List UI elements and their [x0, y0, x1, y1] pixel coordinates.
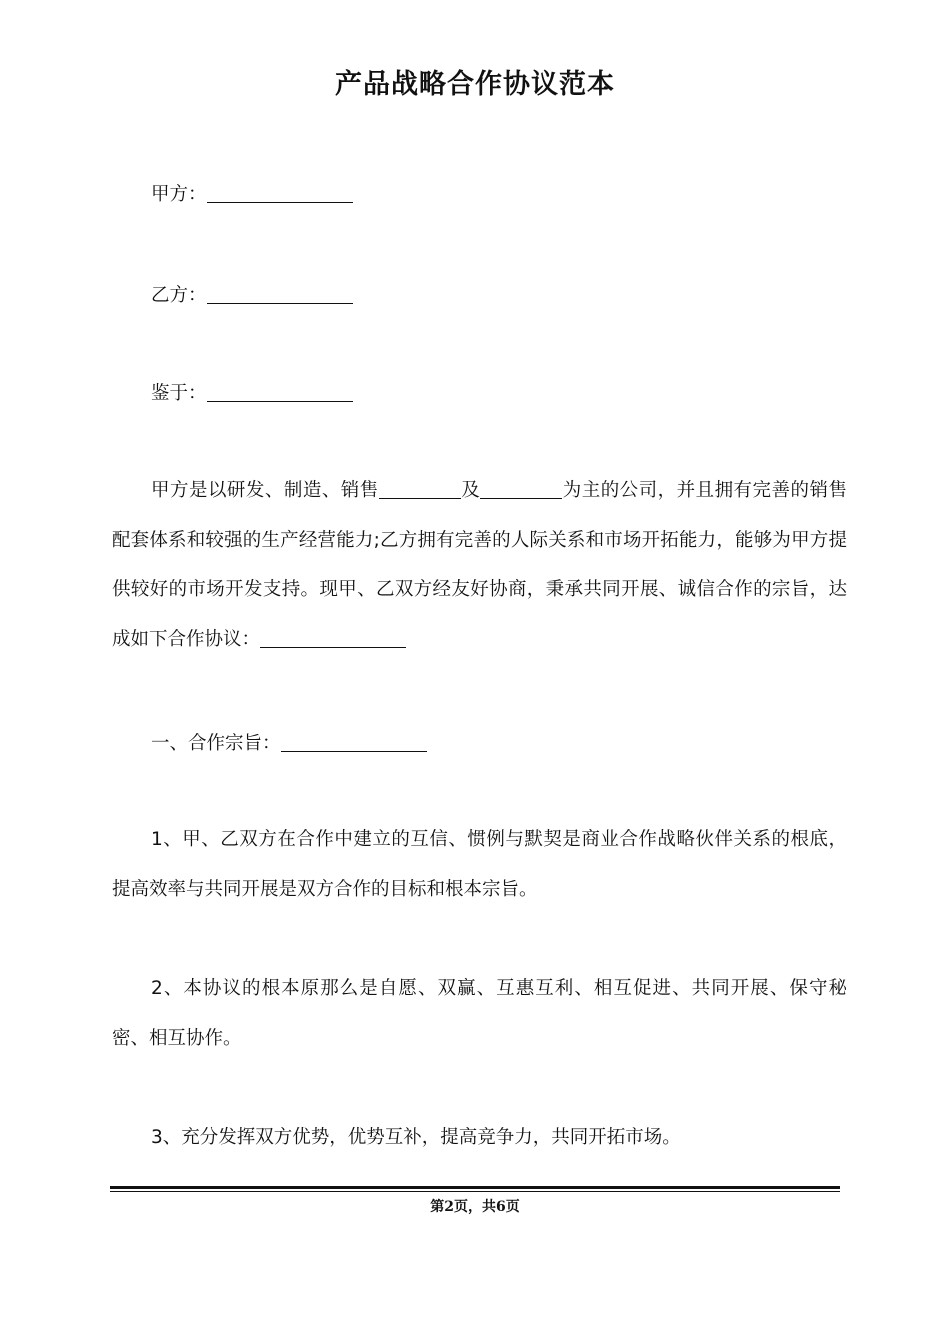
section1-label: 一、合作宗旨：	[151, 733, 281, 754]
party-b-line	[151, 281, 891, 307]
intro-part3: 为主的公司，并且拥有完善的销售配套体系和较强的生产经营能力;乙方拥有完善的人际关系和市场开拓能力，能够为甲方提供较好的市场开发支持。现甲、乙双方经友好协商，秉承共同开展、诚信合作的宗旨，达成如下合作协议：	[112, 480, 847, 650]
footer-rule-thin	[110, 1191, 840, 1192]
whereas-blank	[207, 381, 353, 402]
whereas-line	[151, 379, 891, 405]
footer-rule-thick	[110, 1186, 840, 1189]
item-2: 2、本协议的根本原那么是自愿、双赢、互惠互利、相互促进、共同开展、保守秘密、相互协作。	[112, 978, 847, 1049]
party-b-blank	[207, 283, 353, 304]
intro-part1: 甲方是以研发、制造、销售	[151, 480, 379, 501]
product-blank-1	[379, 478, 461, 499]
whereas-label: 鉴于：	[151, 383, 207, 404]
agreement-blank	[260, 627, 406, 648]
section1-line	[151, 729, 891, 755]
item-3: 3、充分发挥双方优势，优势互补，提高竞争力，共同开拓市场。	[151, 1127, 681, 1148]
party-a-line	[151, 180, 891, 206]
section1-blank	[281, 731, 427, 752]
party-a-blank	[207, 182, 353, 203]
intro-paragraph	[112, 466, 847, 664]
party-b-label: 乙方：	[151, 285, 207, 306]
intro-part2: 及	[460, 480, 481, 501]
page-number: 第2页，共6页	[430, 1199, 520, 1215]
item-1: 1、甲、乙双方在合作中建立的互信、惯例与默契是商业合作战略伙伴关系的根底，提高效率与共同开展是双方合作的目标和根本宗旨。	[112, 829, 847, 900]
party-a-label: 甲方：	[151, 184, 207, 205]
product-blank-2	[480, 478, 562, 499]
document-title: 产品战略合作协议范本	[335, 69, 615, 100]
